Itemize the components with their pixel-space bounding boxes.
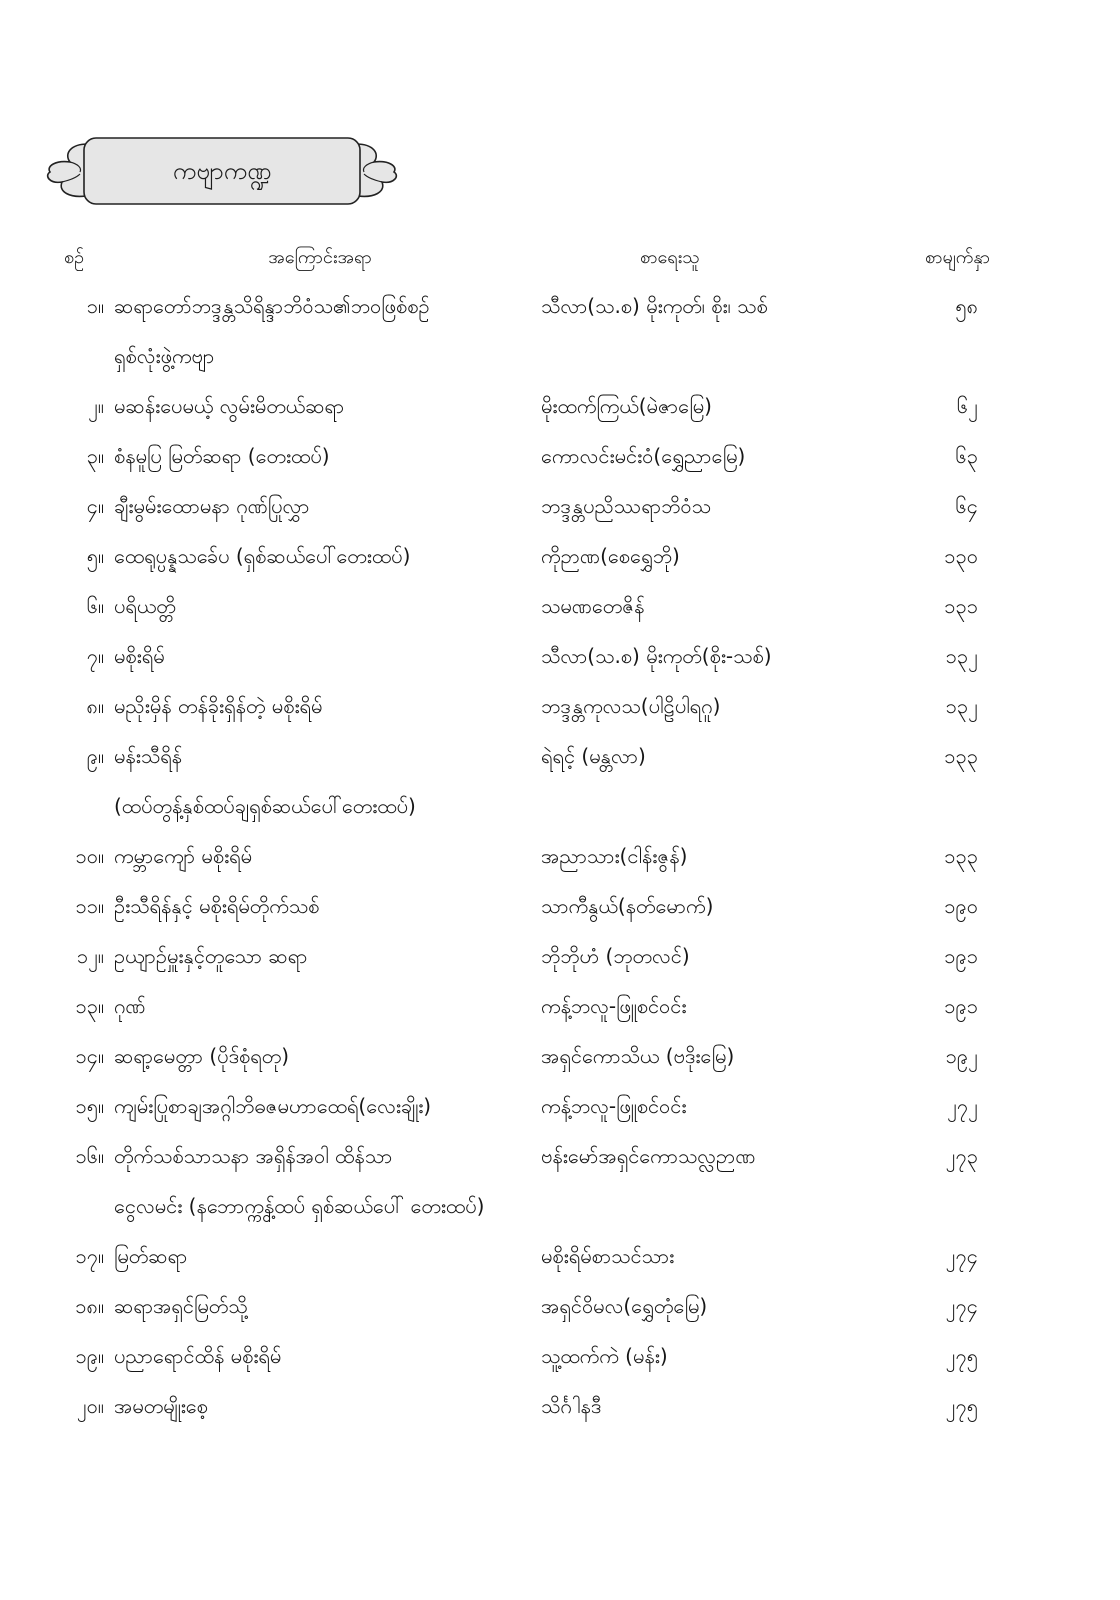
entry-title-continuation: ရှစ်လုံးဖွဲ့ကဗျာ: [114, 344, 215, 368]
entry-author: အရှင်ဝိမလ(ရွှေတုံမြေ): [541, 1294, 708, 1318]
section-title: ကဗျာကဏ္ဍ: [172, 157, 272, 185]
entry-title-continuation: ငွေလမင်း (နဘောက္ကွန့်ထပ် ရှစ်ဆယ်ပေါ် တေးထပ်): [114, 1194, 485, 1218]
entry-number: ၁၈။: [75, 1294, 104, 1318]
entry-page: ၁၃၃: [944, 844, 978, 868]
toc-row: [0, 1131, 1120, 1181]
toc-row: [0, 931, 1120, 981]
toc-row: [0, 1031, 1120, 1081]
entry-title: ကျမ်းပြုစာချအဂ္ဂါဘိဓဇမဟာထေရ်(လေးချိုး): [114, 1094, 432, 1118]
entry-title: ပရိယတ္တိ: [114, 594, 176, 618]
entry-title: ထေရုပ္ပန္နသခ်ေပ (ရှစ်ဆယ်ပေါ်တေးထပ်): [114, 544, 411, 568]
entry-author: ကောလင်းမင်းဝံ(ရွှေညာမြေ): [541, 444, 746, 468]
entry-author: သီလာ(သ.စ) မိုးကုတ်(စိုး-သစ်): [541, 644, 772, 668]
entry-author: မိုးထက်ကြယ်(မဲဇာမြေ): [541, 394, 712, 418]
entry-page: ၆၂: [956, 394, 978, 418]
entry-page: ၂၇၄: [945, 1294, 978, 1318]
entry-page: ၁၃၃: [944, 744, 978, 768]
entry-title: ဦးသီရိန်နှင့် မစိုးရိမ်တိုက်သစ်: [114, 894, 320, 918]
entry-number: ၁၁။: [75, 894, 104, 918]
toc-row: [0, 981, 1120, 1031]
entry-author: သာကီနွယ်(နတ်မောက်): [541, 894, 714, 918]
entry-author: ဘဒ္ဒန္တပညိဿရာဘိဝံသ: [541, 494, 711, 518]
entry-title: ဥယျာဉ်မှူးနှင့်တူသော ဆရာ: [114, 944, 308, 968]
toc-row: [0, 581, 1120, 631]
toc-row: [0, 681, 1120, 731]
entry-title: မန်းသီရိန်: [114, 744, 183, 768]
entry-page: ၆၃: [955, 444, 978, 468]
entry-page: ၆၄: [955, 494, 978, 518]
entry-number: ၂၀။: [76, 1394, 104, 1418]
toc-row: [0, 1231, 1120, 1281]
entry-page: ၁၉၁: [944, 944, 978, 968]
entry-title: မြတ်ဆရာ: [114, 1244, 188, 1268]
toc-row: [0, 481, 1120, 531]
toc-row: [0, 731, 1120, 781]
entry-title: ဂုဏ်: [114, 994, 146, 1018]
entry-author: ကန့်ဘလူ-ဖြူစင်ဝင်း: [541, 1094, 687, 1118]
header-page: စာမျက်နှာ: [925, 247, 990, 268]
entry-number: ၁၀။: [75, 844, 104, 868]
toc-row: [0, 1281, 1120, 1331]
entry-author: အညာသား(ငါန်းဇွန်): [541, 844, 688, 868]
entry-number: ၁၂။: [76, 944, 104, 968]
entry-number: ၇။: [86, 644, 104, 668]
entry-number: ၁၃။: [75, 994, 104, 1018]
entry-page: ၁၃၀: [944, 544, 978, 568]
entry-title: ကမ္ဘာကျော် မစိုးရိမ်: [114, 844, 253, 868]
entry-author: သမဏတေဇိန်: [541, 594, 645, 618]
toc-row: [0, 531, 1120, 581]
entry-author: သူ့ထက်ကဲ (မန်း): [541, 1344, 668, 1368]
entry-number: ၅။: [86, 544, 104, 568]
entry-number: ၃။: [86, 444, 104, 468]
entry-page: ၅၈: [955, 294, 978, 318]
entry-page: ၁၃၂: [945, 644, 978, 668]
entry-page: ၂၇၂: [947, 1094, 978, 1118]
entry-title: ဆရာ့မေတ္တာ (ပိုဒ်စုံရတု): [114, 1044, 290, 1068]
entry-number: ၁။: [86, 294, 104, 318]
toc-row: [0, 631, 1120, 681]
entry-number: ၉။: [86, 744, 104, 768]
entry-page: ၂၇၃: [945, 1144, 978, 1168]
entry-number: ၁၇။: [75, 1244, 104, 1268]
entry-number: ၆။: [86, 594, 104, 618]
entry-title: အမတမျိုးစေ့: [114, 1394, 208, 1418]
entry-number: ၈။: [86, 694, 104, 718]
entry-number: ၄။: [86, 494, 104, 518]
toc-row-continuation: [0, 1181, 1120, 1231]
toc-row: [0, 281, 1120, 331]
toc-row-continuation: [0, 781, 1120, 831]
entry-page: ၂၇၄: [945, 1244, 978, 1268]
header-no: စဉ်: [64, 247, 85, 268]
toc-row: [0, 431, 1120, 481]
entry-title: ဆရာတော်ဘဒ္ဒန္တသိရိန္ဒာဘိဝံသ၏ဘဝဖြစ်စဉ်: [114, 294, 430, 318]
entry-number: ၁၉။: [75, 1344, 104, 1368]
entry-author: ရဲရင့် (မန္တလာ): [541, 744, 646, 768]
entry-page: ၂၇၅: [945, 1344, 978, 1368]
entry-title-continuation: (ထပ်တွန့်နှစ်ထပ်ချရှစ်ဆယ်ပေါ်တေးထပ်): [114, 794, 416, 818]
entry-author: ကန့်ဘလူ-ဖြူစင်ဝင်း: [541, 994, 687, 1018]
entry-page: ၁၉၂: [945, 1044, 978, 1068]
entry-title: ဆရာအရှင်မြတ်သို့: [114, 1294, 248, 1318]
entry-author: ဘဒ္ဒန္တကုလသ(ပါဠိပါရဂူ): [541, 694, 721, 718]
toc-row: [0, 1331, 1120, 1381]
entry-page: ၁၃၁: [944, 594, 978, 618]
entry-title: စံနမူပြ မြတ်ဆရာ (တေးထပ်): [114, 444, 330, 468]
toc-row: [0, 381, 1120, 431]
entry-author: အရှင်ကောသိယ (ဗဒိုးမြေ): [541, 1044, 735, 1068]
entry-page: ၁၉၁: [944, 994, 978, 1018]
entry-title: ပညာရောင်ထိန် မစိုးရိမ်: [114, 1344, 282, 1368]
entry-author: သိင်္ဂါနဒီ: [541, 1394, 602, 1418]
entry-number: ၁၄။: [75, 1044, 104, 1068]
entry-title: မညိုးမှိန် တန်ခိုးရှိန်တဲ့ မစိုးရိမ်: [114, 694, 323, 718]
toc-row-continuation: [0, 331, 1120, 381]
section-title-banner: [40, 132, 404, 210]
entry-page: ၁၃၂: [945, 694, 978, 718]
entry-author: ဘိုဘိုဟံ (ဘုတလင်): [541, 944, 690, 968]
toc-row: [0, 1081, 1120, 1131]
toc-row: [0, 1381, 1120, 1431]
entry-title: မဆန်းပေမယ့် လွမ်းမိတယ်ဆရာ: [114, 394, 345, 418]
toc-row: [0, 881, 1120, 931]
toc-list: [0, 281, 1120, 1431]
entry-page: ၁၉၀: [944, 894, 978, 918]
entry-author: ကိုဉာဏ(စေရွှေဘို): [541, 544, 680, 568]
entry-number: ၂။: [88, 394, 104, 418]
header-title: အကြောင်းအရာ: [268, 247, 372, 268]
entry-author: ဗန်းမော်အရှင်ကောသလ္လဉာဏ: [541, 1144, 756, 1168]
toc-row: [0, 831, 1120, 881]
entry-author: သီလာ(သ.စ) မိုးကုတ်၊ စိုး၊ သစ်: [541, 294, 768, 318]
entry-number: ၁၆။: [75, 1144, 104, 1168]
entry-title: ချီးမွမ်းထောမနာ ဂုဏ်ပြုလွှာ: [114, 494, 310, 518]
entry-title: မစိုးရိမ်: [114, 644, 165, 668]
header-author: စာရေးသူ: [640, 247, 700, 268]
entry-number: ၁၅။: [75, 1094, 104, 1118]
entry-author: မစိုးရိမ်စာသင်သား: [541, 1244, 675, 1268]
entry-page: ၂၇၅: [945, 1394, 978, 1418]
entry-title: တိုက်သစ်သာသနာ အရှိန်အဝါ ထိန်သာ: [114, 1144, 393, 1168]
